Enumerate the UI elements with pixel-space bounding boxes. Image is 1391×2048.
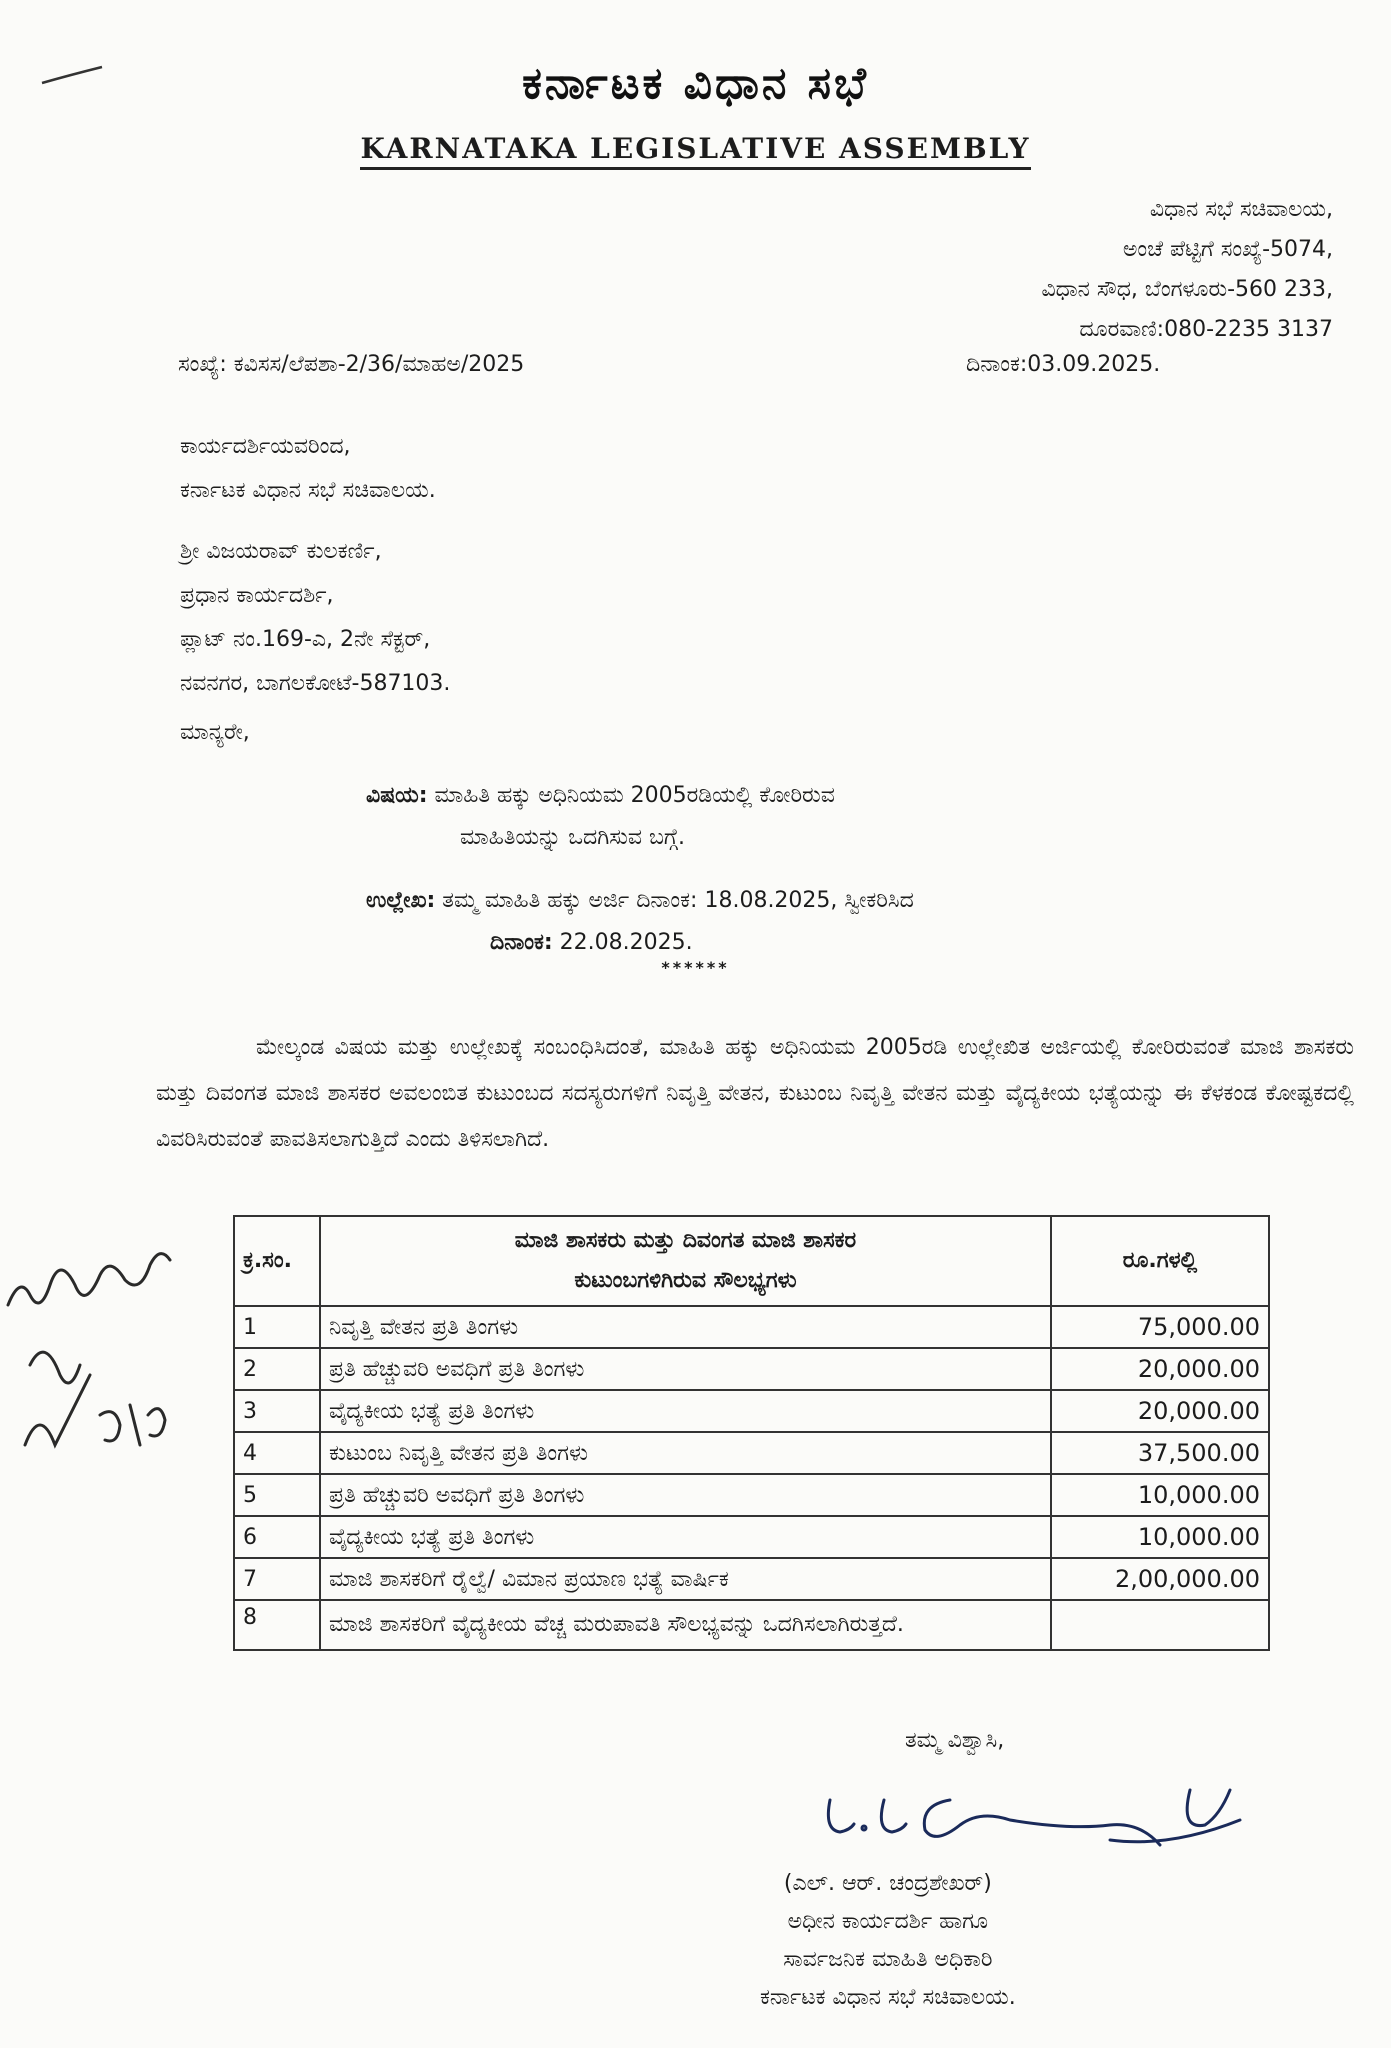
row-amount <box>1051 1600 1269 1650</box>
from-block <box>180 425 436 513</box>
row-description: ಪ್ರತಿ ಹೆಚ್ಚುವರಿ ಅವಧಿಗೆ ಪ್ರತಿ ತಿಂಗಳು <box>320 1348 1051 1390</box>
row-description: ಮಾಜಿ ಶಾಸಕರಿಗೆ ರೈಲ್ವೆ/ ವಿಮಾನ ಪ್ರಯಾಣ ಭತ್ಯೆ ವಾರ್ಷಿಕ <box>320 1558 1051 1600</box>
table-row <box>234 1348 1269 1390</box>
sender-address <box>1041 190 1333 350</box>
row-serial: 7 <box>234 1558 320 1600</box>
header-amount: ರೂ.ಗಳಲ್ಲಿ <box>1051 1216 1269 1306</box>
row-amount: 20,000.00 <box>1051 1390 1269 1432</box>
table-row <box>234 1558 1269 1600</box>
row-serial: 6 <box>234 1516 320 1558</box>
header-description: ಮಾಜಿ ಶಾಸಕರು ಮತ್ತು ದಿವಂಗತ ಮಾಜಿ ಶಾಸಕರ ಕುಟುಂಬಗಳಿಗಿರುವ ಸೌಲಭ್ಯಗಳು <box>320 1216 1051 1306</box>
closing-phrase: ತಮ್ಮ ವಿಶ್ವಾಸಿ, <box>905 1728 1005 1753</box>
received-date-label: ದಿನಾಂಕ: <box>490 930 553 955</box>
table-row <box>234 1390 1269 1432</box>
recipient-line: ಶ್ರೀ ವಿಜಯರಾವ್ ಕುಲಕರ್ಣಿ, <box>180 539 382 564</box>
signatory-block <box>760 1865 1016 2017</box>
recipient-line: ಪ್ಲಾಟ್ ನಂ.169-ಎ, 2ನೇ ಸೆಕ್ಟರ್, <box>180 627 431 652</box>
letter-date: ದಿನಾಂಕ:03.09.2025. <box>966 352 1161 377</box>
body-paragraph: ಮೇಲ್ಕಂಡ ವಿಷಯ ಮತ್ತು ಉಲ್ಲೇಖಕ್ಕೆ ಸಂಬಂಧಿಸಿದಂತೆ, ಮಾಹಿತಿ ಹಕ್ಕು ಅಧಿನಿಯಮ 2005ರಡಿ ಉಲ್ಲೇಖಿತ ಅರ್ಜಿಯಲ್ಲಿ ಕೋರಿರುವಂತೆ ಮಾಜಿ ಶಾಸಕರು ಮತ್ತು ದಿವಂಗತ ಮಾಜಿ ಶಾಸಕರ ಅವಲಂಬಿತ ಕುಟುಂಬದ ಸದಸ್ಯರುಗಳಿಗೆ ನಿವೃತ್ತಿ ವೇತನ, ಕುಟುಂಬ ನಿವೃತ್ತಿ ವೇತನ ಮತ್ತು ವೈದ್ಯಕೀಯ ಭತ್ಯೆಯನ್ನು ಈ ಕೆಳಕಂಡ ಕೋಷ್ಟಕದಲ್ಲಿ ವಿವರಿಸಿರುವಂತೆ ಪಾವತಿಸಲಾಗುತ್ತಿದೆ ಎಂದು ತಿಳಿಸಲಾಗಿದೆ. <box>156 1035 1354 1152</box>
subject-text: ಮಾಹಿತಿಯನ್ನು ಒದಗಿಸುವ ಬಗ್ಗೆ. <box>460 825 685 850</box>
benefits-table <box>233 1215 1270 1651</box>
row-description: ಕುಟುಂಬ ನಿವೃತ್ತಿ ವೇತನ ಪ್ರತಿ ತಿಂಗಳು <box>320 1432 1051 1474</box>
signatory-name: (ಎಲ್. ಆರ್. ಚಂದ್ರಶೇಖರ್) <box>783 1871 992 1896</box>
from-line: ಕರ್ನಾಟಕ ವಿಧಾನ ಸಭೆ ಸಚಿವಾಲಯ. <box>180 478 436 503</box>
signature <box>810 1770 1250 1860</box>
table-row <box>234 1306 1269 1348</box>
reference-text: ತಮ್ಮ ಮಾಹಿತಿ ಹಕ್ಕು ಅರ್ಜಿ ದಿನಾಂಕ: 18.08.2025, ಸ್ವೀಕರಿಸಿದ <box>442 888 914 913</box>
recipient-line: ಪ್ರಧಾನ ಕಾರ್ಯದರ್ಶಿ, <box>180 583 334 608</box>
recipient-block <box>180 530 450 706</box>
recipient-line: ನವನಗರ, ಬಾಗಲಕೋಟೆ-587103. <box>180 671 451 696</box>
received-date-value: 22.08.2025. <box>559 930 693 955</box>
row-serial: 4 <box>234 1432 320 1474</box>
subject-label: ವಿಷಯ: <box>366 783 428 808</box>
table-row <box>234 1432 1269 1474</box>
table-row <box>234 1474 1269 1516</box>
row-amount: 37,500.00 <box>1051 1432 1269 1474</box>
table-header-row <box>234 1216 1269 1306</box>
row-description: ವೈದ್ಯಕೀಯ ಭತ್ಯೆ ಪ್ರತಿ ತಿಂಗಳು <box>320 1390 1051 1432</box>
row-serial: 1 <box>234 1306 320 1348</box>
address-line: ವಿಧಾನ ಸೌಧ, ಬೆಂಗಳೂರು-560 233, <box>1041 277 1333 302</box>
salutation: ಮಾನ್ಯರೇ, <box>180 720 250 745</box>
signatory-title: ಅಧೀನ ಕಾರ್ಯದರ್ಶಿ ಹಾಗೂ <box>787 1909 989 1934</box>
phone-line: ದೂರವಾಣಿ:080-2235 3137 <box>1079 317 1333 342</box>
row-description: ಮಾಜಿ ಶಾಸಕರಿಗೆ ವೈದ್ಯಕೀಯ ವೆಚ್ಚ ಮರುಪಾವತಿ ಸೌಲಭ್ಯವನ್ನು ಒದಗಿಸಲಾಗಿರುತ್ತದೆ. <box>320 1600 1051 1650</box>
row-serial: 3 <box>234 1390 320 1432</box>
signatory-office: ಕರ್ನಾಟಕ ವಿಧಾನ ಸಭೆ ಸಚಿವಾಲಯ. <box>760 1985 1016 2010</box>
reference-label: ಉಲ್ಲೇಖ: <box>366 888 436 913</box>
separator: ****** <box>661 958 730 977</box>
subject-block <box>366 775 835 859</box>
reference-number: ಸಂಖ್ಯೆ: ಕವಿಸಸ/ಲೆಪಶಾ-2/36/ಮಾಹಅ/2025 <box>178 352 525 377</box>
table-row <box>234 1600 1269 1650</box>
row-serial: 5 <box>234 1474 320 1516</box>
table-row <box>234 1516 1269 1558</box>
handwritten-margin-note <box>0 1215 180 1515</box>
address-line: ವಿಧಾನ ಸಭೆ ಸಚಿವಾಲಯ, <box>1149 197 1333 222</box>
row-amount: 75,000.00 <box>1051 1306 1269 1348</box>
row-amount: 10,000.00 <box>1051 1474 1269 1516</box>
row-description: ನಿವೃತ್ತಿ ವೇತನ ಪ್ರತಿ ತಿಂಗಳು <box>320 1306 1051 1348</box>
address-line: ಅಂಚೆ ಪೆಟ್ಟಿಗೆ ಸಂಖ್ಯೆ-5074, <box>1122 237 1333 262</box>
row-description: ವೈದ್ಯಕೀಯ ಭತ್ಯೆ ಪ್ರತಿ ತಿಂಗಳು <box>320 1516 1051 1558</box>
row-amount: 20,000.00 <box>1051 1348 1269 1390</box>
header-serial: ಕ್ರ.ಸಂ. <box>234 1216 320 1306</box>
row-amount: 2,00,000.00 <box>1051 1558 1269 1600</box>
reference-block <box>366 880 914 964</box>
row-amount: 10,000.00 <box>1051 1516 1269 1558</box>
row-serial: 8 <box>234 1600 320 1650</box>
letterhead-title-kannada: ಕರ್ನಾಟಕ ವಿಧಾನ ಸಭೆ <box>522 58 869 109</box>
signatory-title: ಸಾರ್ವಜನಿಕ ಮಾಹಿತಿ ಅಧಿಕಾರಿ <box>783 1947 993 1972</box>
subject-text: ಮಾಹಿತಿ ಹಕ್ಕು ಅಧಿನಿಯಮ 2005ರಡಿಯಲ್ಲಿ ಕೋರಿರುವ <box>434 783 835 808</box>
from-line: ಕಾರ್ಯದರ್ಶಿಯವರಿಂದ, <box>180 434 351 459</box>
letterhead-title-english: KARNATAKA LEGISLATIVE ASSEMBLY <box>0 132 1391 165</box>
row-description: ಪ್ರತಿ ಹೆಚ್ಚುವರಿ ಅವಧಿಗೆ ಪ್ರತಿ ತಿಂಗಳು <box>320 1474 1051 1516</box>
row-serial: 2 <box>234 1348 320 1390</box>
